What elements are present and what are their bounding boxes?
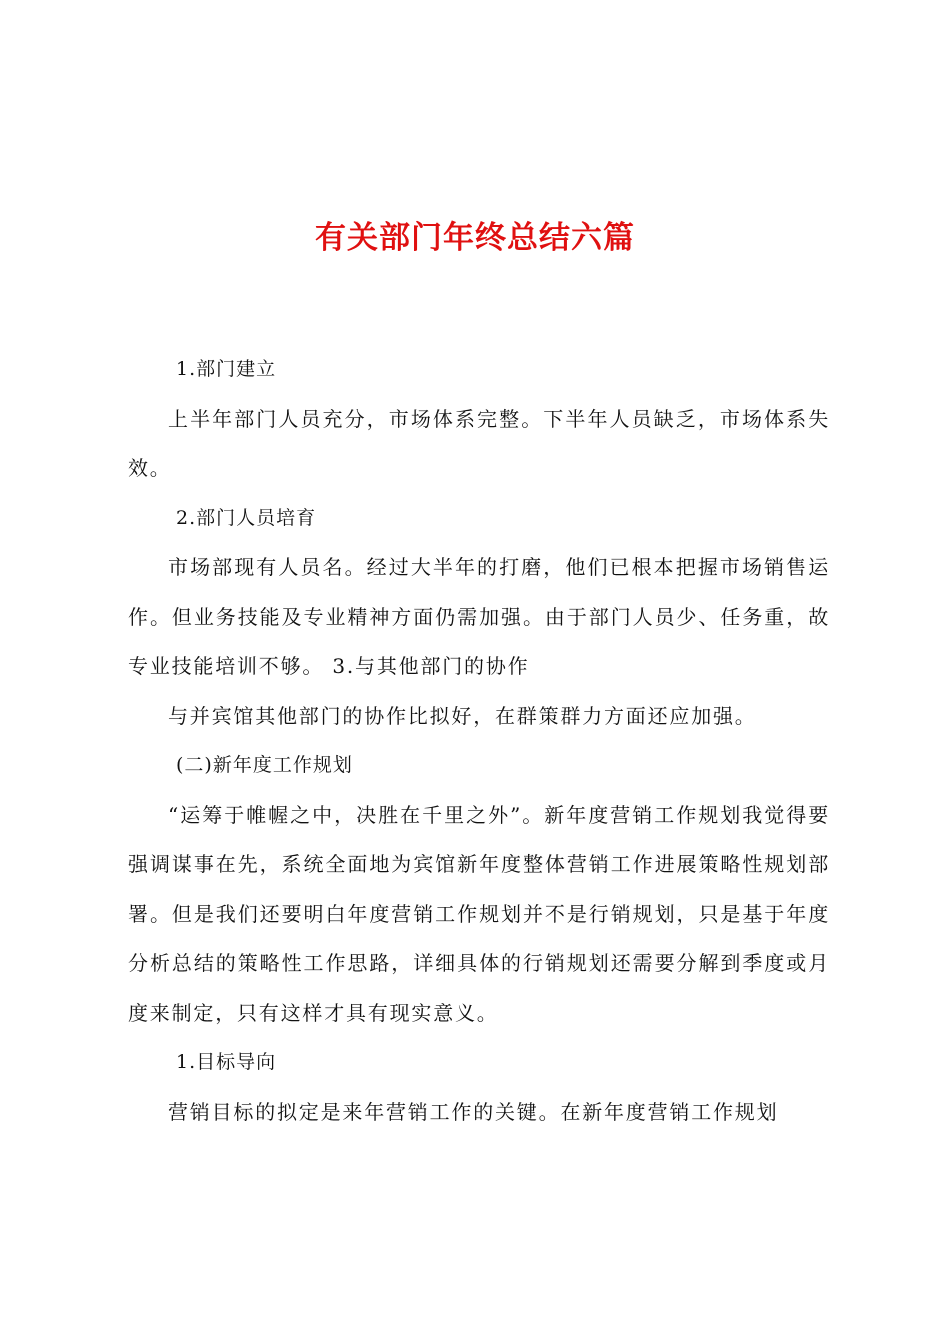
section-heading: 1.目标导向 <box>176 1051 277 1073</box>
section-heading: 2.部门人员培育 <box>176 506 317 529</box>
section-heading: 1.部门建立 <box>176 358 277 380</box>
paragraph: 营销目标的拟定是来年营销工作的关键。在新年度营销工作规划 <box>168 1099 779 1124</box>
section-heading: (二)新年度工作规划 <box>176 754 353 776</box>
paragraph: 与并宾馆其他部门的协作比拟好，在群策群力方面还应加强。 <box>168 703 757 728</box>
paragraph: “运筹于帷幄之中，决胜在千里之外”。新年度营销工作规划我觉得要强调谋事在先，系统全面地为宾馆新年度整体营销工作进展策略性规划部署。但是我们还要明白年度营销工作规划并不是行销规划，只是基于年度分析总结的策略性工作思路，详细具体的行销规划还需要分解到季度或月度来制定，只有这样才具有现实意义。 <box>128 802 830 1025</box>
document-body <box>128 345 830 1137</box>
paragraph: 市场部现有人员名。经过大半年的打磨，他们已根本把握市场销售运作。但业务技能及专业精神方面仍需加强。由于部门人员少、任务重，故专业技能培训不够。 3.与其他部门的协作 <box>128 555 830 678</box>
paragraph: 上半年部门人员充分，市场体系完整。下半年人员缺乏，市场体系失效。 <box>128 406 830 480</box>
document-title: 有关部门年终总结六篇 <box>315 220 635 256</box>
